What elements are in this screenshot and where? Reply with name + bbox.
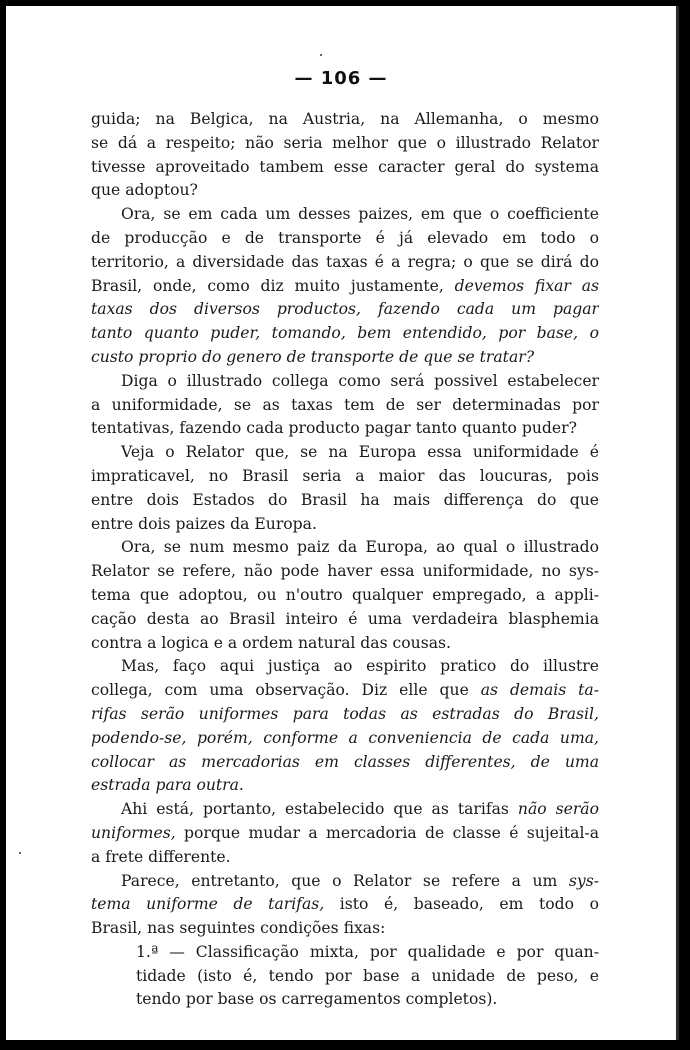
text-run: se dá a respeito; não seria melhor que o illustrado Relator xyxy=(91,133,599,152)
text-run: a uniformidade, se as taxas tem de ser determinadas por xyxy=(91,395,599,414)
italic-run: tema uniforme de tarifas, xyxy=(91,895,325,914)
text-run: que adoptou? xyxy=(91,181,198,200)
text-line xyxy=(91,322,599,346)
text-line xyxy=(91,822,599,846)
italic-run: estrada para outra. xyxy=(91,776,244,795)
text-run: tema que adoptou, ou n'outro qualquer empregado, a appli- xyxy=(91,585,599,604)
text-line xyxy=(91,132,599,156)
text-run: impraticavel, no Brasil seria a maior das loucuras, pois xyxy=(91,466,599,485)
text-line xyxy=(91,893,599,917)
text-run: territorio, a diversidade das taxas é a regra; o que se dirá do xyxy=(91,252,599,271)
text-line xyxy=(91,965,599,989)
text-run: porque mudar a mercadoria de classe é sujeital-a xyxy=(175,823,599,842)
text-line xyxy=(91,655,599,679)
text-line xyxy=(91,846,599,870)
text-line xyxy=(91,203,599,227)
text-run: Mas, faço aqui justiça ao espirito pratico do illustre xyxy=(121,657,599,676)
text-run: entre dois paizes da Europa. xyxy=(91,514,317,533)
text-run: entre dois Estados do Brasil ha mais differença do que xyxy=(91,490,599,509)
text-line xyxy=(91,465,599,489)
text-run: guida; na Belgica, na Austria, na Allemanha, o mesmo xyxy=(91,110,599,128)
text-line xyxy=(91,346,599,370)
italic-run: sys- xyxy=(568,871,599,890)
text-line xyxy=(91,489,599,513)
text-run: Ora, se em cada um desses paizes, em que o coefficiente xyxy=(121,205,599,224)
italic-run: as demais ta- xyxy=(480,681,599,700)
text-line xyxy=(91,703,599,727)
text-line xyxy=(91,513,599,537)
italic-run: podendo-se, porém, conforme a conveniencia de cada uma, xyxy=(91,728,599,747)
text-line xyxy=(91,441,599,465)
text-line xyxy=(91,227,599,251)
text-run: Diga o illustrado collega como será possivel estabelecer xyxy=(121,371,599,390)
text-run: Relator se refere, não pode haver essa uniformidade, no sys- xyxy=(91,562,599,581)
text-line xyxy=(91,536,599,560)
text-line xyxy=(91,774,599,798)
text-run: tidade (isto é, tendo por base a unidade de peso, e xyxy=(136,966,599,985)
text-line xyxy=(91,108,599,132)
italic-run: tanto quanto puder, tomando, bem entendido, por base, o xyxy=(91,324,599,343)
text-line xyxy=(91,584,599,608)
body-text xyxy=(91,108,599,1012)
text-run: a frete differente. xyxy=(91,847,231,866)
text-line xyxy=(91,370,599,394)
text-line xyxy=(91,608,599,632)
italic-run: custo proprio do genero de transporte de que se tratar? xyxy=(91,347,535,366)
italic-run: taxas dos diversos productos, fazendo cada um pagar xyxy=(91,300,599,319)
text-run: Veja o Relator que, se na Europa essa uniformidade é xyxy=(121,443,599,462)
text-line xyxy=(91,298,599,322)
book-page xyxy=(6,6,679,1040)
text-run: cação desta ao Brasil inteiro é uma verdadeira blasphemia xyxy=(91,609,599,628)
text-line xyxy=(91,679,599,703)
italic-run: rifas serão uniformes para todas as estradas do Brasil, xyxy=(91,704,599,723)
text-line xyxy=(91,727,599,751)
italic-run: uniformes, xyxy=(91,823,176,842)
text-line xyxy=(91,917,599,941)
text-run: Parece, entretanto, que o Relator se refere a um xyxy=(121,871,569,890)
text-line xyxy=(91,394,599,418)
text-line xyxy=(91,156,599,180)
italic-run: collocar as mercadorias em classes differentes, de uma xyxy=(91,752,599,771)
page-number: — 106 — xyxy=(294,68,388,89)
text-line xyxy=(91,251,599,275)
text-run: collega, com uma observação. Diz elle que xyxy=(91,681,481,700)
text-run: Ora, se num mesmo paiz da Europa, ao qual o illustrado xyxy=(121,538,599,557)
text-line xyxy=(91,798,599,822)
text-run: 1.ª — Classificação mixta, por qualidade e por quan- xyxy=(136,942,599,961)
text-line xyxy=(91,417,599,441)
text-run: contra a logica e a ordem natural das cousas. xyxy=(91,633,451,652)
text-run: tendo por base os carregamentos completos). xyxy=(136,990,498,1009)
text-line xyxy=(91,870,599,894)
print-speck xyxy=(320,54,322,56)
text-run: Brasil, onde, como diz muito justamente, xyxy=(91,276,455,295)
text-line xyxy=(91,632,599,656)
text-run: de producção e de transporte é já elevado em todo o xyxy=(91,228,599,247)
text-line xyxy=(91,275,599,299)
text-run: Brasil, nas seguintes condições fixas: xyxy=(91,919,386,938)
text-run: Ahi está, portanto, estabelecido que as tarifas xyxy=(121,800,518,819)
text-run: tivesse aproveitado tambem esse caracter geral do systema xyxy=(91,157,599,176)
text-run: tentativas, fazendo cada producto pagar tanto quanto puder? xyxy=(91,419,577,438)
text-line xyxy=(91,560,599,584)
text-line xyxy=(91,751,599,775)
italic-run: devemos fixar as xyxy=(454,276,599,295)
text-line xyxy=(91,179,599,203)
print-speck xyxy=(19,852,21,854)
text-line xyxy=(91,988,599,1012)
italic-run: não serão xyxy=(517,800,599,819)
text-line xyxy=(91,941,599,965)
text-run: isto é, baseado, em todo o xyxy=(324,895,599,914)
